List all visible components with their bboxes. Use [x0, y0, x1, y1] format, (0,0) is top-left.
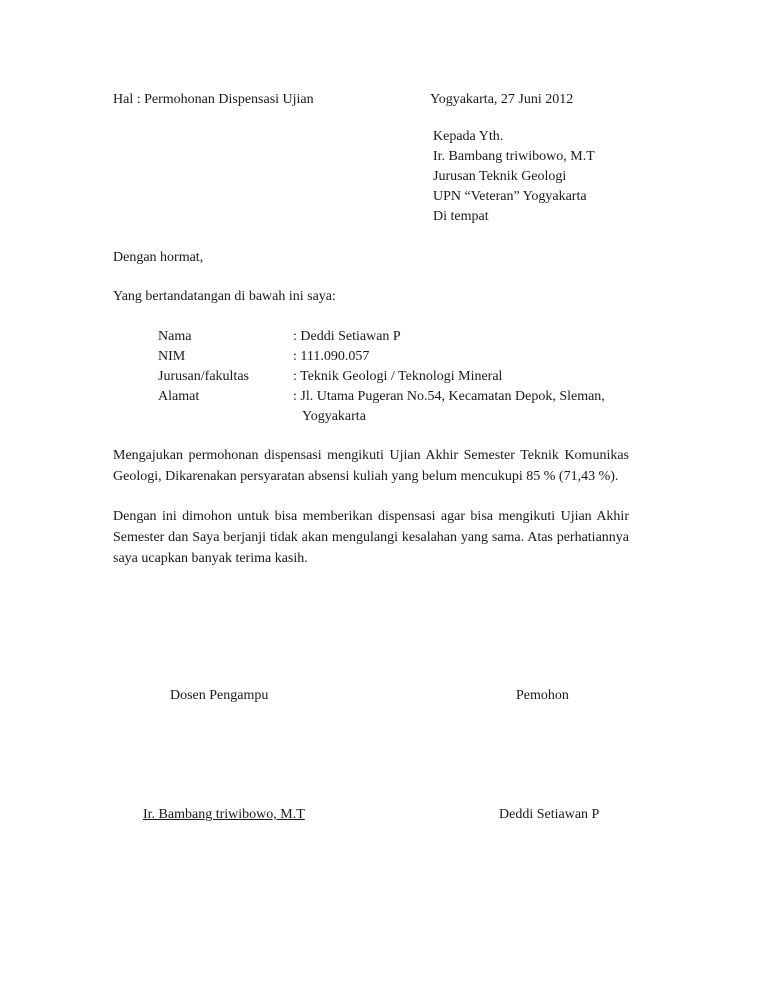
signature-role-applicant: Pemohon [516, 688, 569, 703]
signature-role-lecturer: Dosen Pengampu [170, 688, 269, 703]
signature-name-applicant: Deddi Setiawan P [499, 807, 600, 822]
greeting: Dengan hormat, [113, 250, 204, 265]
identity-value: : Teknik Geologi / Teknologi Mineral [293, 369, 503, 384]
recipient-line-location: Di tempat [433, 209, 489, 224]
recipient-line-name: Ir. Bambang triwibowo, M.T [433, 149, 595, 164]
recipient-line-institution: UPN “Veteran” Yogyakarta [433, 189, 587, 204]
identity-value: : Deddi Setiawan P [293, 329, 401, 344]
recipient-line-department: Jurusan Teknik Geologi [433, 169, 567, 184]
identity-label: NIM [158, 349, 186, 364]
signature-name-lecturer: Ir. Bambang triwibowo, M.T [143, 807, 305, 822]
body-paragraph-request: Mengajukan permohonan dispensasi mengikuti Ujian Akhir Semester Teknik Komunikas Geologi, Dikarenakan persyaratan absensi kuliah yang belum mencukupi 85 % (71,43 %). [113, 448, 629, 484]
intro-line: Yang bertandatangan di bawah ini saya: [113, 289, 336, 304]
place-date: Yogyakarta, 27 Juni 2012 [430, 92, 574, 107]
body-paragraph-closing: Dengan ini dimohon untuk bisa memberikan dispensasi agar bisa mengikuti Ujian Akhir Semester dan Saya berjanji tidak akan mengulangi kesalahan yang sama. Atas perhatiannya saya ucapkan banyak terima kasih. [113, 509, 629, 566]
identity-label: Jurusan/fakultas [158, 369, 249, 384]
identity-value: : 111.090.057 [293, 349, 370, 364]
identity-value: : Jl. Utama Pugeran No.54, Kecamatan Depok, Sleman, [293, 389, 605, 404]
letter-subject: Hal : Permohonan Dispensasi Ujian [113, 92, 314, 107]
identity-label: Nama [158, 329, 192, 344]
recipient-line-salutation: Kepada Yth. [433, 129, 504, 144]
identity-label: Alamat [158, 389, 200, 404]
identity-address-continued: Yogyakarta [302, 409, 366, 424]
